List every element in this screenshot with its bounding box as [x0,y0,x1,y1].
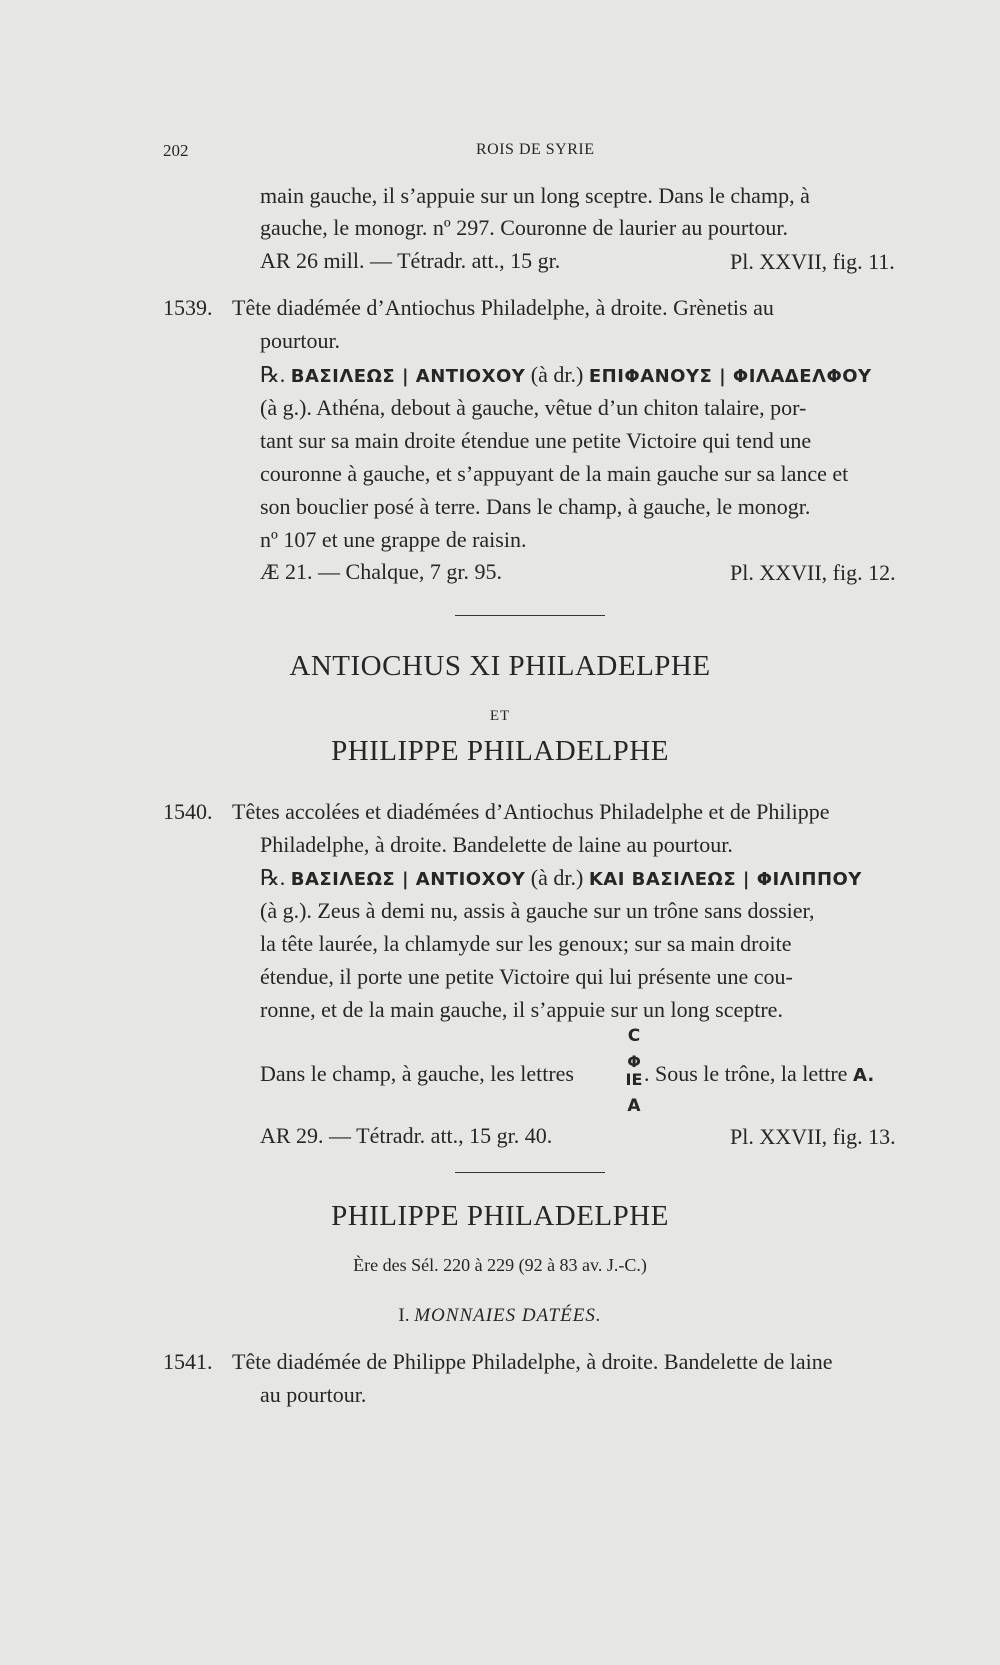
entry-1541-obverse-a: Tête diadémée de Philippe Philadelphe, à droite. Bandelette de laine [232,1349,833,1374]
entry-1539-desc-text: Athéna, debout à gauche, vêtue d’un chiton talaire, por- [316,395,807,420]
entry-1540-desc-1 [260,895,814,927]
prev-entry-line-2: gauche, le monogr. nº 297. Couronne de laurier au pourtour. [260,215,788,240]
entry-1539-legend [260,359,872,393]
entry-1540-plate: Pl. XXVII, fig. 13. [730,1124,896,1149]
greek-legend-1: ΒΑΣΙΛΕΩΣ | ΑΝΤΙΟΧΟΥ [290,366,526,387]
entry-1540-desc-4: ronne, et de la main gauche, il s’appuie sur un long sceptre. [260,997,783,1022]
entry-1540-obverse-b: Philadelphe, à droite. Bandelette de laine au pourtour. [260,832,733,857]
entry-1539-desc-4: son bouclier posé à terre. Dans le champ, à gauche, le monogr. [260,494,811,519]
legend-note-1: (à dr.) [530,362,584,387]
entry-1539-metal: Æ 21. — Chalque, 7 gr. 95. [260,559,502,584]
section-title-philippe-2: PHILIPPE PHILADELPHE [331,1200,669,1232]
prev-entry-metal: AR 26 mill. — Tétradr. att., 15 gr. [260,248,561,273]
entry-1540-desc-text: Zeus à demi nu, assis à gauche sur un trône sans dossier, [317,898,815,923]
era-dates: Ère des Sél. 220 à 229 (92 à 83 av. J.-C.) [353,1255,647,1275]
reverse-symbol: ℞. [260,362,286,387]
entry-1539-obverse-a: Tête diadémée d’Antiochus Philadelphe, à droite. Grènetis au [232,295,774,320]
entry-1541-obverse-b: au pourtour. [260,1382,367,1407]
entry-1540-desc-2: la tête laurée, la chlamyde sur les genoux; sur sa main droite [260,931,792,956]
entry-1539-obverse-b: pourtour. [260,328,341,353]
entry-1539-desc-1 [260,392,806,424]
prev-entry-line-1: main gauche, il s’appuie sur un long sceptre. Dans le champ, à [260,183,810,208]
greek-legend-2: ΚΑΙ ΒΑΣΙΛΕΩΣ | ΦΙΛΙΠΠΟΥ [588,869,862,890]
legend-note-1: (à dr.) [530,865,584,890]
entry-number-1541: 1541. [163,1349,213,1374]
entry-1540-field-a: Dans le champ, à gauche, les lettres [260,1061,574,1086]
entry-1540-metal: AR 29. — Tétradr. att., 15 gr. 40. [260,1123,553,1148]
section-title-philippe: PHILIPPE PHILADELPHE [331,735,669,767]
page-number: 202 [163,141,189,160]
entry-1540-legend [260,862,862,896]
legend-note-2: (à g.). [260,898,312,923]
legend-note-2: (à g.). [260,395,312,420]
entry-1539-desc-2: tant sur sa main droite étendue une petite Victoire qui tend une [260,428,812,453]
entry-1539-desc-5: nº 107 et une grappe de raisin. [260,527,527,552]
entry-1539-plate: Pl. XXVII, fig. 12. [730,560,896,585]
entry-1540-desc-3: étendue, il porte une petite Victoire qui lui présente une cou- [260,964,793,989]
entry-1540-field-b [644,1058,875,1092]
subsection-name: MONNAIES DATÉES. [414,1305,602,1326]
entry-1539-desc-3: couronne à gauche, et s’appuyant de la main gauche sur sa lance et [260,461,849,486]
prev-entry-plate: Pl. XXVII, fig. 11. [730,249,895,274]
field-b-text: . Sous le trône, la lettre [644,1061,848,1086]
subsection-number: I. [398,1305,410,1326]
greek-legend-1: ΒΑΣΙΛΕΩΣ | ΑΝΤΙΟΧΟΥ [290,869,526,890]
monogram-phi: Φ [627,1052,641,1071]
throne-letter: Α. [852,1065,875,1086]
monogram-bottom-letter: Α [627,1096,641,1116]
running-title: ROIS DE SYRIE [476,141,595,158]
section-title-antiochus: ANTIOCHUS XI PHILADELPHE [289,650,711,682]
section-divider [455,1172,605,1173]
monogram-top-letter: C [627,1026,641,1046]
entry-number-1539: 1539. [163,295,213,320]
section-divider [455,615,605,616]
entry-number-1540: 1540. [163,799,213,824]
subsection-title [0,1305,1000,1327]
reverse-symbol: ℞. [260,865,286,890]
section-et: ET [489,708,511,724]
greek-legend-2: ΕΠΙΦΑΝΟΥΣ | ΦΙΛΑΔΕΛΦΟΥ [588,366,872,387]
entry-1540-obverse-a: Têtes accolées et diadémées d’Antiochus Philadelphe et de Philippe [232,799,830,824]
monogram-ie: ΙΕ [625,1070,643,1089]
